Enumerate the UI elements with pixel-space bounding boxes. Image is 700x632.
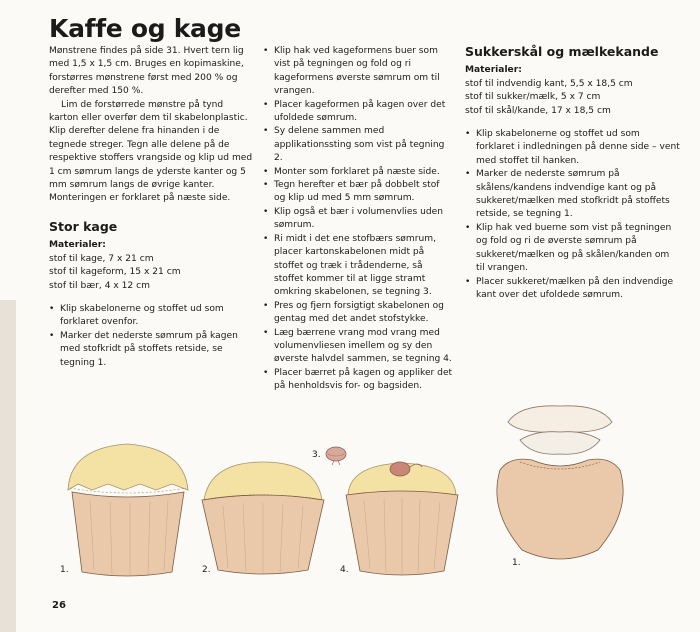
step-item: • Marker de nederste sømrum på skålens/kandens indvendige kant og på sukkeret/mælken med stofkridt på stoffets retside, se tegning 1. [465,168,680,222]
figure-number: 2. [202,565,211,575]
cupcake-illustration-1 [60,440,195,580]
section-heading-stor-kage: Stor kage [49,218,118,234]
step-item: • Klip hak ved kageformens buer som vist på tegningen og fold og ri kageformens øverste sømrum om til vrangen. [263,45,453,99]
column-right [465,45,680,302]
cupcake-illustration-4 [340,455,465,580]
step-item: • Placer bærret på kagen og appliker det på henholdsvis for- og bagsiden. [263,367,453,394]
step-item: • Ri midt i det ene stofbærs sømrum, placer kartonskabelonen midt på stoffet og træk i trådenderne, så stoffet kommer til at ligge stramt omkring skabelonen, se tegning 3. [263,233,453,300]
step-item: • Sy delene sammen med applikationssting som vist på tegning 2. [263,125,453,165]
page-title: Kaffe og kage [49,14,241,43]
figure-number: 3. [312,450,321,460]
steps-list [263,45,453,394]
material-line: stof til sukker/mælk, 5 x 7 cm [465,92,601,103]
step-item: • Placer sukkeret/mælken på den indvendige kant over det ufoldede sømrum. [465,276,680,303]
steps-list [465,128,680,302]
step-item: • Klip hak ved buerne som vist på tegningen og fold og ri de øverste sømrum på sukkeret/mælken og på skålen/kanden om til vrangen. [465,222,680,276]
material-line: stof til kage, 7 x 21 cm [49,253,154,264]
step-item: • Tegn herefter et bær på dobbelt stof og klip ud med 5 mm sømrum. [263,179,453,206]
figure-number: 4. [340,565,349,575]
material-line: stof til indvendig kant, 5,5 x 18,5 cm [465,78,633,89]
intro-paragraph-1: Mønstrene findes på side 31. Hvert tern lig med 1,5 x 1,5 cm. Bruges en kopimaskine, forstørres mønstrene først med 200 % og derefter med 150 %. [49,46,244,97]
step-item: • Klip også et bær i volumenvlies uden sømrum. [263,206,453,233]
materials-label: Materialer: [49,240,106,251]
step-item: • Klip skabelonerne og stoffet ud som forklaret ovenfor. [49,303,254,330]
page-number: 26 [52,600,66,611]
cupcake-illustration-2 [198,460,328,578]
material-line: stof til bær, 4 x 12 cm [49,280,150,291]
figure-number: 1. [512,558,521,568]
step-item: • Læg bærrene vrang mod vrang med volumenvliesen imellem og sy den øverste halvdel sammen, se tegning 4. [263,327,453,367]
sugar-bowl-illustration [480,400,640,580]
column-left [49,45,254,370]
intro-paragraph-2: Lim de forstørrede mønstre på tynd karton eller overfør dem til skabelonplastic. Klip derefter delene fra hinanden i de tegnede streger. Tegn alle delene på de respektive stoffers vrangside og klip ud med 1 cm sømrum langs de yderste kanter og 5 mm sømrum langs de øvrige kanter. Monteringen er forklaret på næste side. [49,99,253,204]
step-item: • Placer kageformen på kagen over det ufoldede sømrum. [263,99,453,126]
section-heading-sukkerskal: Sukkerskål og mælkekande [465,44,659,59]
step-item: • Monter som forklaret på næste side. [263,166,453,179]
column-middle [263,45,453,394]
material-line: stof til kageform, 15 x 21 cm [49,267,181,278]
step-item: • Pres og fjern forsigtigt skabelonen og gentag med det andet stofstykke. [263,300,453,327]
figure-number: 1. [60,565,69,575]
steps-list [49,303,254,370]
step-item: • Klip skabelonerne og stoffet ud som forklaret i indledningen på denne side – vent med stoffet til hanken. [465,128,680,168]
step-item: • Marker det nederste sømrum på kagen med stofkridt på stoffets retside, se tegning 1. [49,330,254,370]
material-line: stof til skål/kande, 17 x 18,5 cm [465,105,611,116]
materials-label: Materialer: [465,65,522,76]
